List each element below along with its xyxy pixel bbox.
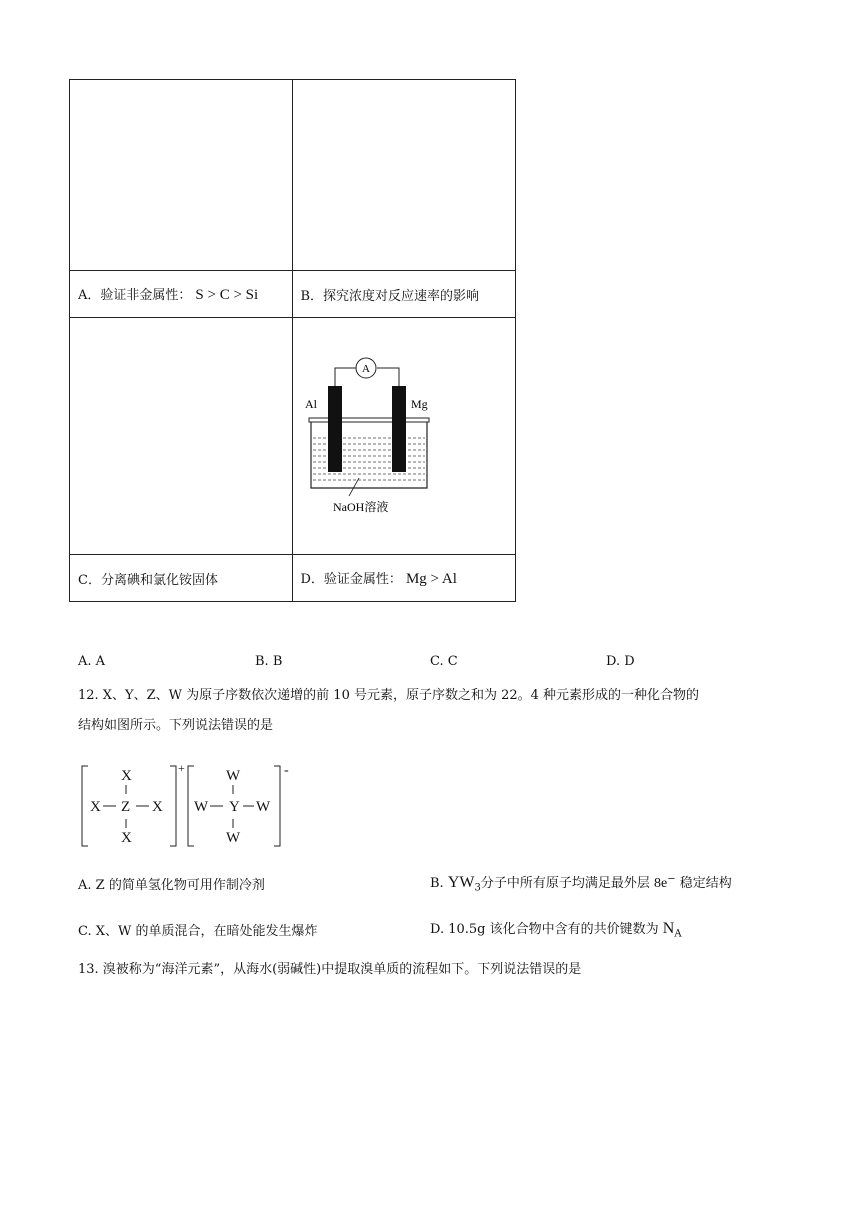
option-c-caption xyxy=(70,555,293,602)
anion-bottom-atom: W xyxy=(226,830,241,846)
option-a-figure xyxy=(70,80,293,271)
ammeter-label: A xyxy=(361,363,370,375)
formula-yw3: YW xyxy=(447,874,475,891)
cation-charge: + xyxy=(178,761,185,775)
electrochemical-cell-diagram xyxy=(293,318,515,554)
question-12-stem-line1: 12. X、Y、Z、W 为原子序数依次递增的前 10 号元素，原子序数之和为 22。4 种元素形成的一种化合物的 xyxy=(78,688,700,703)
al-electrode xyxy=(328,386,342,472)
cation-center-atom: Z xyxy=(121,799,131,815)
ionic-compound-structure xyxy=(78,758,298,853)
option-c-figure xyxy=(70,318,293,555)
answer-option-a[interactable]: A. A xyxy=(78,654,106,669)
mg-label: Mg xyxy=(410,397,428,411)
option-d-caption xyxy=(292,555,516,602)
anion-top-atom: W xyxy=(226,768,241,784)
option-b-figure xyxy=(292,80,516,271)
option-b-text: B．探究浓度对反应速率的影响 xyxy=(300,288,480,304)
question-12-stem-line2: 结构如图所示。下列说法错误的是 xyxy=(78,718,274,733)
q12-option-a[interactable]: A. Z 的简单氢化物可用作制冷剂 xyxy=(78,878,265,893)
al-label: Al xyxy=(304,397,317,411)
solution-label: NaOH溶液 xyxy=(332,500,388,514)
options-table xyxy=(69,79,516,602)
cation-top-atom: X xyxy=(121,768,132,784)
option-a-caption xyxy=(70,271,293,318)
cation-right-atom: X xyxy=(152,799,163,815)
answer-option-b[interactable]: B. B xyxy=(255,654,283,669)
question-13-stem: 13. 溴被称为“海洋元素”，从海水(弱碱性)中提取溴单质的流程如下。下列说法错误的是 xyxy=(78,962,582,977)
option-b-caption xyxy=(292,271,516,318)
mg-electrode xyxy=(392,386,406,472)
q12-option-c[interactable]: C. X、W 的单质混合，在暗处能发生爆炸 xyxy=(78,924,318,939)
anion-charge: - xyxy=(284,763,289,778)
option-d-figure xyxy=(292,318,516,555)
option-d-math: Mg > Al xyxy=(405,571,457,587)
q12-option-d[interactable]: D. 10.5g 该化合物中含有的共价键数为 $N_A$ xyxy=(430,920,682,940)
anion-center-atom: Y xyxy=(229,799,240,815)
option-d-text: D．验证金属性： xyxy=(300,572,402,587)
option-a-text: A．验证非金属性： xyxy=(78,288,192,303)
cation-bottom-atom: X xyxy=(121,830,132,846)
option-a-math: S > C > Si xyxy=(195,287,259,303)
answer-option-d[interactable]: D. D xyxy=(606,654,635,669)
answer-option-c[interactable]: C. C xyxy=(430,654,458,669)
anion-left-atom: W xyxy=(194,799,209,815)
anion-right-atom: W xyxy=(256,799,271,815)
cation-left-atom: X xyxy=(90,799,101,815)
option-c-text: C．分离碘和氯化铵固体 xyxy=(78,572,218,588)
q12-option-b[interactable]: B. $YW_3$分子中所有原子均满足最外层 8e− 稳定结构 xyxy=(430,873,732,894)
